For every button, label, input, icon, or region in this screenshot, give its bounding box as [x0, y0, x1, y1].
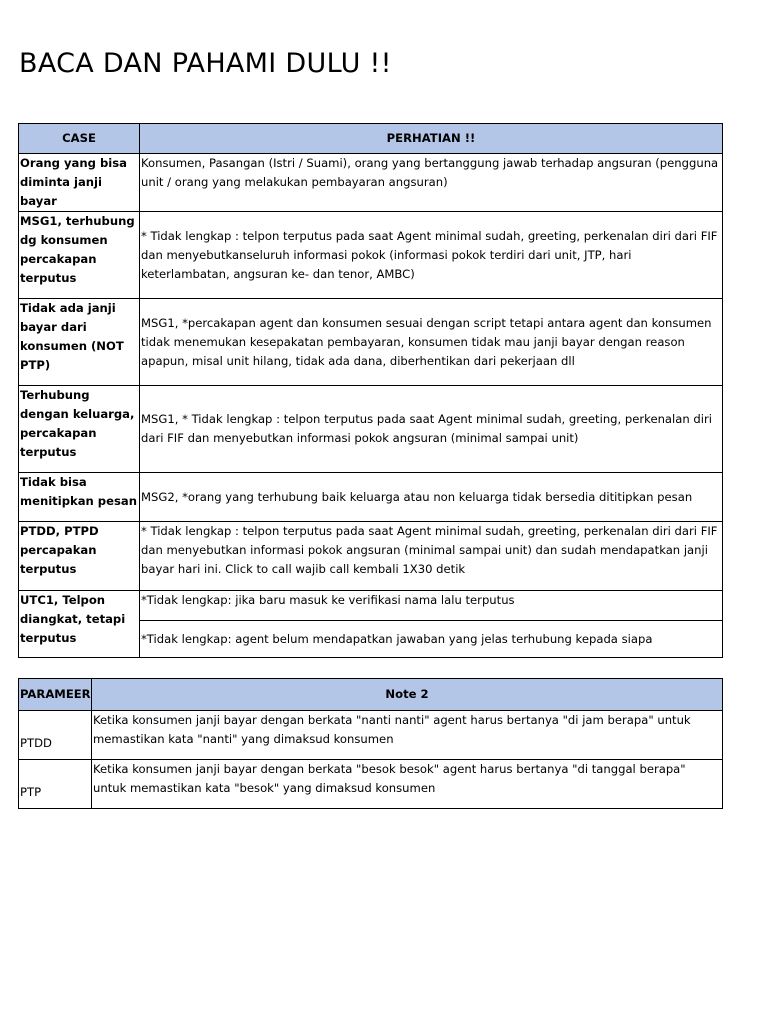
note-cell: Ketika konsumen janji bayar dengan berkata "nanti nanti" agent harus bertanya "di jam berapa" untuk memastikan kata "nanti" yang dimaksud konsumen — [92, 711, 723, 760]
table-row — [19, 760, 723, 809]
case-cell: Tidak bisa menitipkan pesan — [19, 473, 140, 522]
note-cell: * Tidak lengkap : telpon terputus pada saat Agent minimal sudah, greeting, perkenalan diri dari FIF dan menyebutkanseluruh informasi pokok (informasi pokok terdiri dari unit, JTP, hari keterlambatan, angsuran ke- dan tenor, AMBC) — [140, 212, 723, 299]
parameter-table — [18, 678, 723, 809]
table-header-row — [19, 679, 723, 711]
case-table — [18, 123, 723, 658]
note-cell: *Tidak lengkap: agent belum mendapatkan jawaban yang jelas terhubung kepada siapa — [140, 621, 723, 658]
note-cell: Konsumen, Pasangan (Istri / Suami), orang yang bertanggung jawab terhadap angsuran (pengguna unit / orang yang melakukan pembayaran angsuran) — [140, 154, 723, 212]
param-cell: PTDD — [19, 711, 92, 760]
header-parameter: PARAMEER — [19, 679, 92, 711]
case-cell: Orang yang bisa diminta janji bayar — [19, 154, 140, 212]
case-cell: Terhubung dengan keluarga, percakapan terputus — [19, 386, 140, 473]
table-row — [19, 299, 723, 386]
param-cell: PTP — [19, 760, 92, 809]
table-header-row — [19, 124, 723, 154]
table-row — [19, 522, 723, 591]
table-row — [19, 591, 723, 621]
note-cell: * Tidak lengkap : telpon terputus pada saat Agent minimal sudah, greeting, perkenalan diri dari FIF dan menyebutkan informasi pokok angsuran (minimal sampai unit) dan sudah mendapatkan janji bayar hari ini. Click to call wajib call kembali 1X30 detik — [140, 522, 723, 591]
case-cell: Tidak ada janji bayar dari konsumen (NOT PTP) — [19, 299, 140, 386]
case-cell: UTC1, Telpon diangkat, tetapi terputus — [19, 591, 140, 658]
header-case: CASE — [19, 124, 140, 154]
header-perhatian: PERHATIAN !! — [140, 124, 723, 154]
note-cell: MSG1, * Tidak lengkap : telpon terputus pada saat Agent minimal sudah, greeting, perkenalan diri dari FIF dan menyebutkan informasi pokok angsuran (minimal sampai unit) — [140, 386, 723, 473]
table-row — [19, 711, 723, 760]
page-title: BACA DAN PAHAMI DULU !! — [19, 48, 392, 79]
note-cell: Ketika konsumen janji bayar dengan berkata "besok besok" agent harus bertanya "di tanggal berapa" untuk memastikan kata "besok" yang dimaksud konsumen — [92, 760, 723, 809]
case-cell: PTDD, PTPD percapakan terputus — [19, 522, 140, 591]
note-cell: MSG2, *orang yang terhubung baik keluarga atau non keluarga tidak bersedia dititipkan pesan — [140, 473, 723, 522]
note-cell: *Tidak lengkap: jika baru masuk ke verifikasi nama lalu terputus — [140, 591, 723, 621]
table-row — [19, 212, 723, 299]
table-row — [19, 473, 723, 522]
table-row — [19, 386, 723, 473]
case-cell: MSG1, terhubung dg konsumen percakapan terputus — [19, 212, 140, 299]
header-note-2: Note 2 — [92, 679, 723, 711]
table-row — [19, 154, 723, 212]
note-cell: MSG1, *percakapan agent dan konsumen sesuai dengan script tetapi antara agent dan konsumen tidak menemukan kesepakatan pembayaran, konsumen tidak mau janji bayar dengan reason apapun, misal unit hilang, tidak ada dana, diberhentikan dari pekerjaan dll — [140, 299, 723, 386]
